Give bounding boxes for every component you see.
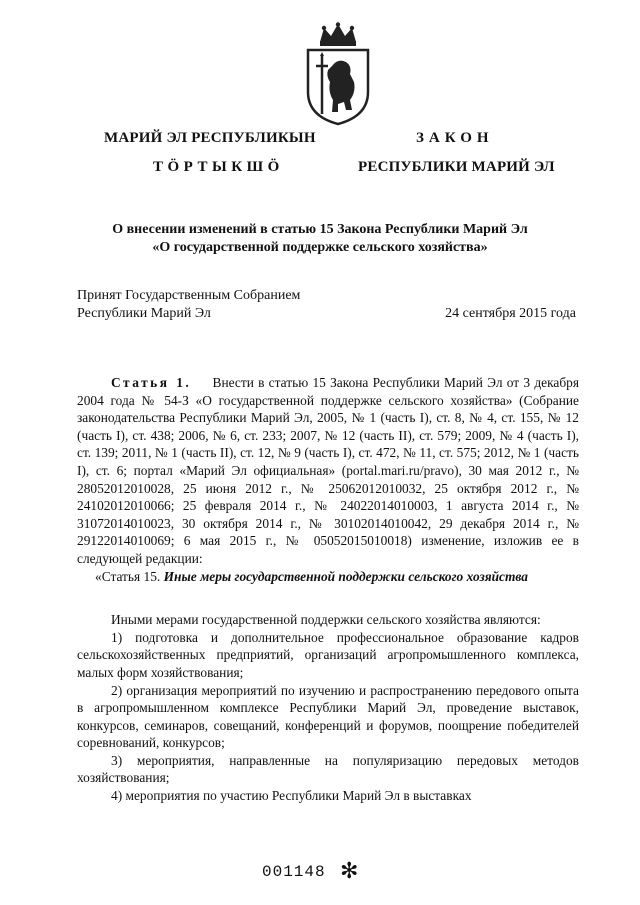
article-15-prefix: «Статья 15. xyxy=(95,568,161,584)
paragraph-item-2: 2) организация мероприятий по изучению и распространению передового опыта в агропромышленном комплексе Республики Марий Эл, проведение выставок, конкурсов, семинаров, совещаний, конференций и форумов, поощрение победителей соревнований, конкурсов; xyxy=(77,682,579,751)
law-title-line1: О внесении изменений в статью 15 Закона Республики Марий Эл xyxy=(112,222,528,237)
article-1-text: Внести в статью 15 Закона Республики Марий Эл от 3 декабря 2004 года № 54-З «О государственной поддержке сельского хозяйства» (Собрание законодательства Республики Марий Эл, 2005, № 1 (часть I), ст. 8, № 4, ст. 155, № 12 (часть I), ст. 438; 2006, № 6, ст. 233; 2007, № 12 (часть II), ст. 579; 2009, № 4 (часть I), ст. 139; 2011, № 1 (часть II), ст. 12, № 9 (часть I), ст. 472, № 11, ст. 575; 2012, № 1 (часть I), ст. 6; портал «Марий Эл официальная» (portal.mari.ru/pravo), 30 мая 2012 г., № 28052012010028, 25 июня 2012 г., № 25062012010032, 25 октября 2012 г., № 24102012010066; 25 февраля 2014 г., № 24022014010003, 1 августа 2014 г., № 31072014010023, 30 октября 2014 г., № 30102014010042, 29 декабря 2014 г., № 29122014010069; 6 мая 2015 г., № 05052015010018) изменение, изложив ее в следующей редакции: xyxy=(77,375,579,566)
article-15-heading xyxy=(77,568,579,586)
law-title-line2: «О государственной поддержке сельского хозяйства» xyxy=(152,240,488,255)
coat-of-arms-emblem xyxy=(298,22,378,126)
adopted-by-line2: Республики Марий Эл xyxy=(77,306,211,321)
article-15-title: Иные меры государственной поддержки сельского хозяйства xyxy=(163,568,528,584)
document-serial-number: 001148 xyxy=(262,863,326,881)
adoption-date: 24 сентября 2015 года xyxy=(445,306,576,321)
article-1-label: Статья 1. xyxy=(111,375,192,390)
paragraph-item-1: 1) подготовка и дополнительное профессиональное образование кадров сельскохозяйственных предприятий, организаций агропромышленного комплекса, малых форм хозяйствования; xyxy=(77,629,579,680)
header-left-line2: ТӦРТЫКШӦ xyxy=(153,159,284,175)
header-right-line2: РЕСПУБЛИКИ МАРИЙ ЭЛ xyxy=(358,159,555,175)
article-1 xyxy=(77,374,579,568)
adopted-by-line1: Принят Государственным Собранием xyxy=(77,288,301,303)
paragraph-intro: Иными мерами государственной поддержки сельского хозяйства являются: xyxy=(111,612,541,628)
asterisk-mark-icon: ✻ xyxy=(340,858,359,883)
paragraph-item-4: 4) мероприятия по участию Республики Марий Эл в выставках xyxy=(111,788,472,804)
law-body xyxy=(77,374,579,805)
header-left-line1: МАРИЙ ЭЛ РЕСПУБЛИКЫН xyxy=(104,130,316,146)
spacer xyxy=(77,585,579,611)
paragraph-item-3: 3) мероприятия, направленные на популяризацию передовых методов хозяйствования; xyxy=(77,752,579,786)
header-right-line1: ЗАКОН xyxy=(416,130,494,146)
